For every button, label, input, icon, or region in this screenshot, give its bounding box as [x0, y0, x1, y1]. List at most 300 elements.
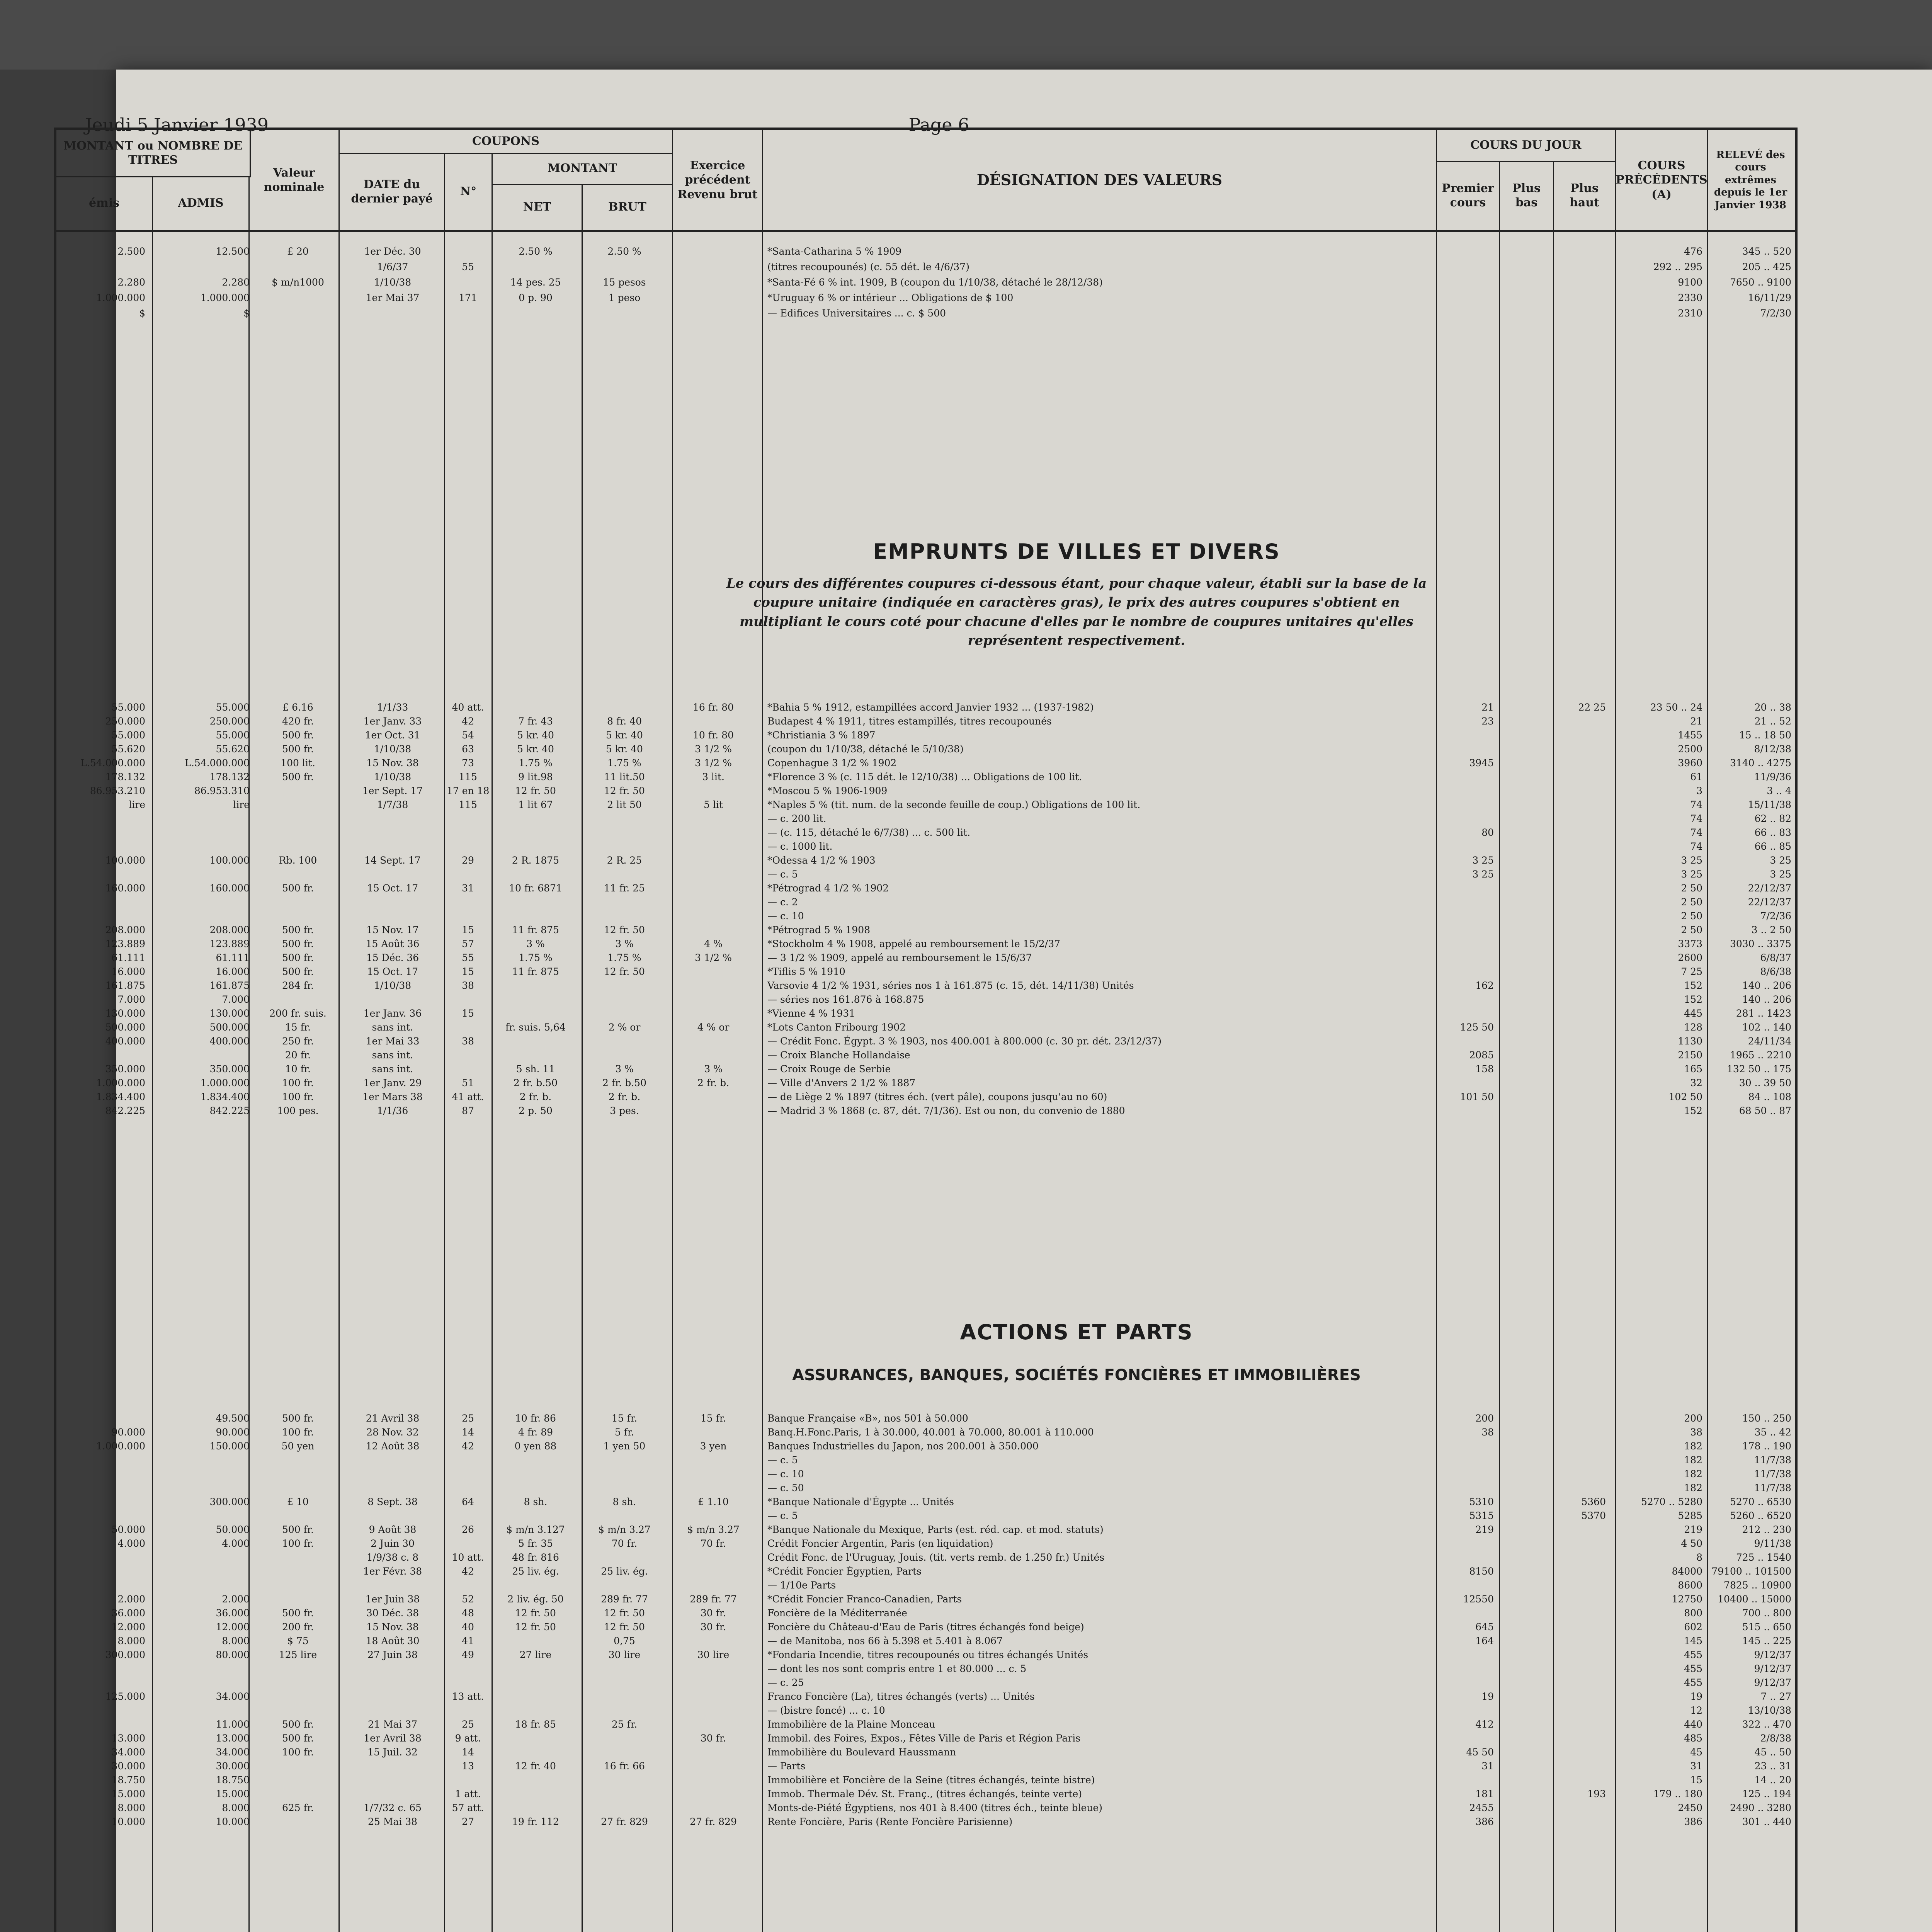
cell-admis: 1.000.000 — [200, 292, 250, 303]
cell-admis: 34.000 — [216, 1691, 250, 1702]
cell-rel: 725 .. 1540 — [1736, 1552, 1791, 1563]
cell-emis: 30.000 — [111, 1760, 145, 1772]
cell-p1: 412 — [1475, 1719, 1494, 1730]
cell-no: 63 — [462, 743, 474, 755]
cell-date: 1er Mai 37 — [366, 292, 420, 303]
cell-des: Copenhague 3 1/2 % 1902 — [767, 757, 897, 769]
cell-des: — c. 10 — [767, 1468, 804, 1480]
cell-rev: 3 lit. — [702, 771, 724, 782]
cell-admis: 36.000 — [216, 1607, 250, 1619]
cell-rel: 281 .. 1423 — [1736, 1008, 1791, 1019]
cell-date: 9 Août 38 — [369, 1524, 417, 1535]
table-row — [56, 841, 1795, 852]
cell-prec: 455 — [1684, 1663, 1702, 1674]
cell-admis: 1.000.000 — [200, 1077, 250, 1088]
cell-admis: 50.000 — [216, 1524, 250, 1535]
section-note-emprunts: Le cours des différentes coupures ci-dessous étant, pour chaque valeur, établi sur la base de la coupure unitaire (indiquée en caractères gras), le prix des autres coupures s'obtient en multipliant le cours coté pour chacune d'elles par le nombre de coupures unitaires qu'elles représentent respectivement. — [726, 576, 1427, 648]
cell-des: Banques Industrielles du Japon, nos 200.001 à 350.000 — [767, 1440, 1039, 1452]
cell-nom: 10 fr. — [285, 1063, 311, 1075]
cell-admis: 12.000 — [216, 1621, 250, 1633]
cell-des: *Banque Nationale d'Égypte ... Unités — [767, 1496, 954, 1507]
table-row — [56, 980, 1795, 992]
table-row — [56, 1413, 1795, 1424]
section-title-actions: ACTIONS ET PARTS — [960, 1320, 1193, 1344]
cell-admis: 55.000 — [216, 730, 250, 741]
cell-p1: 5315 — [1469, 1510, 1494, 1521]
cell-prec: 21 — [1690, 716, 1702, 727]
col-net: NET — [493, 184, 583, 230]
cell-rel: 322 .. 470 — [1742, 1719, 1791, 1730]
cell-net: 12 fr. 50 — [515, 785, 556, 796]
cell-brut: 2.50 % — [607, 246, 641, 257]
col-brut: BRUT — [583, 184, 673, 230]
cell-rel: 515 .. 650 — [1742, 1621, 1791, 1633]
table-row — [56, 730, 1795, 741]
cell-date: 1er Juin 38 — [365, 1594, 420, 1605]
table-row — [56, 1077, 1795, 1089]
cell-rel: 11/7/38 — [1754, 1482, 1791, 1493]
cell-net: 3 % — [526, 938, 545, 949]
cell-prec: 2600 — [1678, 952, 1702, 963]
cell-des: Crédit Fonc. de l'Uruguay, Jouis. (tit. verts remb. de 1.250 fr.) Unités — [767, 1552, 1105, 1563]
cell-date: 1er Mars 38 — [362, 1091, 423, 1102]
cell-des: *Vienne 4 % 1931 — [767, 1008, 855, 1019]
cell-brut: 2 fr. b.50 — [602, 1077, 646, 1088]
cell-des: *Fondaria Incendie, titres recoupounés ou titres échangés Unités — [767, 1649, 1088, 1660]
cell-prec: 38 — [1690, 1427, 1702, 1438]
cell-rel: 9/11/38 — [1754, 1538, 1791, 1549]
cell-p3: 5360 — [1581, 1496, 1606, 1507]
cell-brut: 8 fr. 40 — [607, 716, 642, 727]
cell-des: Monts-de-Piété Égyptiens, nos 401 à 8.400 (titres éch., teinte bleue) — [767, 1802, 1102, 1813]
cell-emis: 4.000 — [117, 1538, 145, 1549]
cell-no: 25 — [462, 1719, 474, 1730]
cell-prec: 182 — [1684, 1440, 1702, 1452]
cell-nom: 500 fr. — [282, 771, 314, 782]
cell-emis: 13.000 — [111, 1733, 145, 1744]
table-row — [56, 1510, 1795, 1522]
cell-no: 1 att. — [455, 1788, 481, 1799]
cell-rev: 4 % — [704, 938, 723, 949]
cell-date: 15 Nov. 38 — [366, 757, 419, 769]
cell-des: *Bahia 5 % 1912, estampillées accord Janvier 1932 ... (1937-1982) — [767, 702, 1094, 713]
cell-rel: 3 .. 2 50 — [1751, 924, 1791, 935]
table-row — [56, 1677, 1795, 1689]
cell-p1: 125 50 — [1460, 1022, 1494, 1033]
cell-rel: 6/8/37 — [1760, 952, 1791, 963]
cell-rel: 11/9/36 — [1754, 771, 1791, 782]
cell-rev: 30 fr. — [700, 1733, 726, 1744]
cell-brut: 3 % — [615, 938, 634, 949]
cell-rel: 66 .. 85 — [1754, 841, 1791, 852]
cell-des: — Crédit Fonc. Égypt. 3 % 1903, nos 400.001 à 800.000 (c. 30 pr. dét. 23/12/37) — [767, 1036, 1162, 1047]
table-row — [56, 1774, 1795, 1786]
cell-brut: 5 fr. — [614, 1427, 634, 1438]
cell-net: 0 p. 90 — [519, 292, 553, 303]
cell-p1: 80 — [1481, 827, 1494, 838]
cell-no: 40 att. — [452, 702, 484, 713]
cell-admis: $ — [243, 308, 250, 319]
cell-rev: 2 fr. b. — [697, 1077, 730, 1088]
cell-date: 1er Sept. 17 — [362, 785, 423, 796]
cell-emis: 90.000 — [111, 1427, 145, 1438]
cell-no: 115 — [459, 771, 477, 782]
table-row — [56, 813, 1795, 825]
cell-admis: 61.111 — [216, 952, 250, 963]
cell-rel: 45 .. 50 — [1754, 1747, 1791, 1758]
cell-prec: 32 — [1690, 1077, 1702, 1088]
cell-no: 15 — [462, 966, 474, 977]
cell-emis: 130.000 — [105, 1008, 145, 1019]
cell-prec: 145 — [1684, 1635, 1702, 1646]
cell-des: *Christiania 3 % 1897 — [767, 730, 876, 741]
cell-prec: 45 — [1690, 1747, 1702, 1758]
cell-rel: 301 .. 440 — [1742, 1816, 1791, 1827]
col-exercice: Exercice précédent Revenu brut — [673, 130, 763, 230]
table-row — [56, 246, 1795, 257]
cell-nom: 500 fr. — [282, 883, 314, 894]
table-row — [56, 952, 1795, 964]
cell-nom: $ m/n1000 — [272, 277, 324, 288]
cell-date: 30 Déc. 38 — [366, 1607, 419, 1619]
cell-prec: 2450 — [1678, 1802, 1702, 1813]
cell-prec: 292 .. 295 — [1653, 261, 1702, 272]
cell-no: 10 att. — [452, 1552, 484, 1563]
table-row — [56, 757, 1795, 769]
cell-des: — c. 200 lit. — [767, 813, 827, 824]
cell-rel: 9/12/37 — [1754, 1677, 1791, 1688]
cell-emis: 1.834.400 — [96, 1091, 145, 1102]
cell-admis: 400.000 — [209, 1036, 250, 1047]
cell-admis: 100.000 — [209, 855, 250, 866]
cell-rev: $ m/n 3.27 — [687, 1524, 740, 1535]
cell-rel: 30 .. 39 50 — [1739, 1077, 1791, 1088]
cell-date: 27 Juin 38 — [367, 1649, 418, 1660]
cell-net: 10 fr. 86 — [515, 1413, 556, 1424]
cell-brut: 12 fr. 50 — [604, 924, 645, 935]
cell-admis: 7.000 — [222, 994, 250, 1005]
cell-prec: 84000 — [1672, 1566, 1702, 1577]
cell-net: 5 kr. 40 — [517, 730, 554, 741]
cell-rel: 21 .. 52 — [1754, 716, 1791, 727]
col-numero: N° — [445, 153, 493, 230]
cell-net: 2 liv. ég. 50 — [507, 1594, 564, 1605]
cell-date: 18 Août 30 — [366, 1635, 420, 1646]
cell-rel: 132 50 .. 175 — [1727, 1063, 1791, 1075]
cell-date: 15 Nov. 17 — [366, 924, 419, 935]
cell-prec: 2 50 — [1681, 924, 1702, 935]
cell-date: 21 Mai 37 — [367, 1719, 417, 1730]
cell-date: 1er Avril 38 — [364, 1733, 422, 1744]
cell-no: 55 — [462, 952, 474, 963]
cell-p1: 23 — [1481, 716, 1494, 727]
cell-des: — c. 25 — [767, 1677, 804, 1688]
cell-no: 51 — [462, 1077, 474, 1088]
cell-emis: 2.500 — [117, 246, 145, 257]
cell-des: *Pétrograd 4 1/2 % 1902 — [767, 883, 889, 894]
cell-rev: £ 1.10 — [698, 1496, 729, 1507]
cell-date: 15 Août 36 — [366, 938, 420, 949]
cell-prec: 2 50 — [1681, 910, 1702, 922]
cell-rel: 700 .. 800 — [1742, 1607, 1791, 1619]
cell-des: Immob. Thermale Dév. St. Franç., (titres échangés, teinte verte) — [767, 1788, 1082, 1799]
cell-date: 8 Sept. 38 — [367, 1496, 418, 1507]
cell-prec: 74 — [1690, 813, 1702, 824]
cell-rel: 2/8/38 — [1760, 1733, 1791, 1744]
cell-prec: 602 — [1684, 1621, 1702, 1633]
cell-nom: 420 fr. — [282, 716, 314, 727]
cell-no: 26 — [462, 1524, 474, 1535]
cell-date: 1er Oct. 31 — [365, 730, 420, 741]
cell-rel: 62 .. 82 — [1754, 813, 1791, 824]
cell-date: 1er Janv. 33 — [363, 716, 422, 727]
cell-date: 15 Juil. 32 — [367, 1747, 418, 1758]
cell-no: 40 — [462, 1621, 474, 1633]
cell-rel: 79100 .. 101500 — [1711, 1566, 1791, 1577]
cell-emis: $ — [139, 308, 145, 319]
cell-rev: 289 fr. 77 — [690, 1594, 737, 1605]
col-plus-bas: Plus bas — [1500, 161, 1554, 230]
cell-net: 2 R. 1875 — [512, 855, 560, 866]
cell-prec: 7 25 — [1681, 966, 1702, 977]
cell-nom: 500 fr. — [282, 966, 314, 977]
cell-prec: 19 — [1690, 1691, 1702, 1702]
cell-p3: 22 25 — [1578, 702, 1606, 713]
cell-no: 13 — [462, 1760, 474, 1772]
cell-nom: 100 fr. — [282, 1427, 314, 1438]
col-emis: émis — [56, 176, 153, 230]
cell-brut: 12 fr. 50 — [604, 1607, 645, 1619]
cell-rel: 66 .. 83 — [1754, 827, 1791, 838]
cell-nom: 200 fr. suis. — [269, 1008, 327, 1019]
col-admis: ADMIS — [153, 176, 250, 230]
cell-nom: 500 fr. — [282, 730, 314, 741]
cell-p1: 38 — [1481, 1427, 1494, 1438]
cell-des: *Odessa 4 1/2 % 1903 — [767, 855, 876, 866]
cell-des: Budapest 4 % 1911, titres estampillés, titres recoupounés — [767, 716, 1052, 727]
cell-nom: 125 lire — [279, 1649, 317, 1660]
cell-des: Banque Française «B», nos 501 à 50.000 — [767, 1413, 968, 1424]
cell-net: 25 liv. ég. — [512, 1566, 559, 1577]
cell-date: sans int. — [372, 1022, 413, 1033]
cell-des: Varsovie 4 1/2 % 1931, séries nos 1 à 161.875 (c. 15, dét. 14/11/38) Unités — [767, 980, 1134, 991]
cell-prec: 102 50 — [1668, 1091, 1702, 1102]
table-row — [56, 910, 1795, 922]
cell-nom: £ 6.16 — [282, 702, 313, 713]
table-row — [56, 1788, 1795, 1800]
cell-admis: 30.000 — [216, 1760, 250, 1772]
cell-rel: 212 .. 230 — [1742, 1524, 1791, 1535]
cell-nom: 284 fr. — [282, 980, 314, 991]
cell-net: 11 fr. 875 — [512, 924, 559, 935]
cell-date: 1er Janv. 36 — [363, 1008, 422, 1019]
cell-admis: 208.000 — [209, 924, 250, 935]
cell-p1: 162 — [1475, 980, 1494, 991]
cell-no: 17 en 18 — [447, 785, 489, 796]
cell-emis: 34.000 — [111, 1747, 145, 1758]
col-date: DATE du dernier payé — [340, 153, 445, 230]
cell-admis: 123.889 — [209, 938, 250, 949]
cell-nom: 500 fr. — [282, 1524, 314, 1535]
cell-no: 42 — [462, 1440, 474, 1452]
cell-nom: 15 fr. — [285, 1022, 311, 1033]
cell-brut: 25 fr. — [611, 1719, 638, 1730]
cell-emis: 100.000 — [105, 855, 145, 866]
cell-prec: 440 — [1684, 1719, 1702, 1730]
cell-prec: 800 — [1684, 1607, 1702, 1619]
cell-rel: 7/2/36 — [1760, 910, 1791, 922]
cell-net: 1.75 % — [519, 757, 553, 769]
table-row — [56, 743, 1795, 755]
cell-brut: 5 kr. 40 — [606, 730, 643, 741]
cell-rel: 3 .. 4 — [1767, 785, 1791, 796]
cell-brut: 3 pes. — [610, 1105, 639, 1116]
cell-des: *Santa-Fé 6 % int. 1909, B (coupon du 1/10/38, détaché le 28/12/38) — [767, 277, 1103, 288]
cell-rel: 10400 .. 15000 — [1718, 1594, 1791, 1605]
cell-nom: 100 fr. — [282, 1091, 314, 1102]
cell-prec: 2 50 — [1681, 883, 1702, 894]
cell-no: 14 — [462, 1427, 474, 1438]
cell-rev: 4 % or — [697, 1022, 730, 1033]
cell-emis: 2.280 — [117, 277, 145, 288]
cell-brut: 1 peso — [608, 292, 641, 303]
cell-rel: 22/12/37 — [1748, 883, 1791, 894]
cell-emis: 10.000 — [111, 1816, 145, 1827]
cell-prec: 8600 — [1678, 1580, 1702, 1591]
cell-emis: lire — [129, 799, 145, 810]
cell-rel: 102 .. 140 — [1742, 1022, 1791, 1033]
cell-date: 15 Déc. 36 — [366, 952, 419, 963]
table-row — [56, 869, 1795, 880]
cell-p1: 200 — [1475, 1413, 1494, 1424]
cell-admis: 49.500 — [216, 1413, 250, 1424]
cell-admis: 150.000 — [209, 1440, 250, 1452]
table-row — [56, 855, 1795, 866]
cell-brut: 1.75 % — [607, 757, 641, 769]
cell-prec: 152 — [1684, 980, 1702, 991]
cell-admis: 8.000 — [222, 1635, 250, 1646]
col-montant: MONTANT ou NOMBRE DE TITRES — [56, 130, 251, 177]
cell-p1: 101 50 — [1460, 1091, 1494, 1102]
cell-prec: 74 — [1690, 827, 1702, 838]
cell-brut: 25 liv. ég. — [601, 1566, 648, 1577]
cell-brut: 11 lit.50 — [604, 771, 645, 782]
col-designation: DÉSIGNATION DES VALEURS — [763, 130, 1437, 230]
cell-nom: 625 fr. — [282, 1802, 314, 1813]
cell-rel: 68 50 .. 87 — [1739, 1105, 1791, 1116]
cell-brut: 8 sh. — [612, 1496, 636, 1507]
cell-rel: 7825 .. 10900 — [1724, 1580, 1791, 1591]
cell-rev: 3 1/2 % — [695, 743, 732, 755]
cell-des: — de Manitoba, nos 66 à 5.398 et 5.401 à 8.067 — [767, 1635, 1003, 1646]
cell-date: 2 Juin 30 — [371, 1538, 415, 1549]
cell-des: *Banque Nationale du Mexique, Parts (est. réd. cap. et mod. statuts) — [767, 1524, 1104, 1535]
table-row — [56, 1049, 1795, 1061]
cell-rev: 10 fr. 80 — [693, 730, 734, 741]
cell-emis: 178.132 — [105, 771, 145, 782]
cell-rel: 3030 .. 3375 — [1730, 938, 1791, 949]
cell-rel: 24/11/34 — [1748, 1036, 1791, 1047]
cell-emis: 300.000 — [105, 1649, 145, 1660]
cell-nom: 500 fr. — [282, 952, 314, 963]
cell-p1: 158 — [1475, 1063, 1494, 1075]
cell-admis: 2.000 — [222, 1594, 250, 1605]
cell-brut: $ m/n 3.27 — [598, 1524, 651, 1535]
cell-rel: 9/12/37 — [1754, 1663, 1791, 1674]
cell-prec: 2500 — [1678, 743, 1702, 755]
cell-admis: 11.000 — [216, 1719, 250, 1730]
cell-prec: 1130 — [1678, 1036, 1702, 1047]
cell-p1: 19 — [1481, 1691, 1494, 1702]
header-date: Jeudi 5 Janvier 1939 — [85, 114, 269, 135]
cell-rel: 13/10/38 — [1748, 1705, 1791, 1716]
cell-nom: 500 fr. — [282, 743, 314, 755]
table-row — [56, 277, 1795, 288]
cell-net: 48 fr. 816 — [512, 1552, 559, 1563]
cell-des: Franco Foncière (La), titres échangés (verts) ... Unités — [767, 1691, 1035, 1702]
cell-prec: 165 — [1684, 1063, 1702, 1075]
cell-emis: 50.000 — [111, 1524, 145, 1535]
table-row — [56, 1691, 1795, 1702]
cell-date: 28 Nov. 32 — [366, 1427, 419, 1438]
table-row — [56, 1733, 1795, 1744]
cell-admis: 15.000 — [216, 1788, 250, 1799]
table-row — [56, 771, 1795, 783]
cell-nom: 100 fr. — [282, 1077, 314, 1088]
cell-emis: 400.000 — [105, 1036, 145, 1047]
cell-admis: 18.750 — [216, 1774, 250, 1786]
cell-emis: 2.000 — [117, 1594, 145, 1605]
cell-des: *Uruguay 6 % or intérieur ... Obligations de $ 100 — [767, 292, 1014, 303]
cell-no: 52 — [462, 1594, 474, 1605]
cell-rel: 8/6/38 — [1760, 966, 1791, 977]
cell-des: — c. 1000 lit. — [767, 841, 833, 852]
table-row — [56, 1747, 1795, 1758]
cell-p1: 645 — [1475, 1621, 1494, 1633]
cell-des: *Stockholm 4 % 1908, appelé au remboursement le 15/2/37 — [767, 938, 1061, 949]
cell-rel: 15/11/38 — [1748, 799, 1791, 810]
cell-rel: 20 .. 38 — [1754, 702, 1791, 713]
cell-emis: 250.000 — [105, 716, 145, 727]
cell-prec: 455 — [1684, 1649, 1702, 1660]
cell-des: — Croix Blanche Hollandaise — [767, 1049, 910, 1061]
cell-emis: L.54.000.000 — [80, 757, 145, 769]
cell-des: — Ville d'Anvers 2 1/2 % 1887 — [767, 1077, 916, 1088]
table-row — [56, 883, 1795, 894]
cell-nom: 500 fr. — [282, 924, 314, 935]
cell-date: 1er Févr. 38 — [363, 1566, 422, 1577]
cell-p1: 8150 — [1469, 1566, 1494, 1577]
table-row — [56, 1105, 1795, 1117]
cell-rel: 11/7/38 — [1754, 1468, 1791, 1480]
cell-date: 1/9/38 c. 8 — [366, 1552, 419, 1563]
cell-admis: 250.000 — [209, 716, 250, 727]
cell-rel: 5260 .. 6520 — [1730, 1510, 1791, 1521]
cell-brut: 70 fr. — [611, 1538, 638, 1549]
cell-p1: 21 — [1481, 702, 1494, 713]
cell-rel: 84 .. 108 — [1748, 1091, 1791, 1102]
cell-brut: 16 fr. 66 — [604, 1760, 645, 1772]
table-row — [56, 1008, 1795, 1019]
cell-admis: 178.132 — [209, 771, 250, 782]
cell-des: — c. 2 — [767, 896, 798, 908]
table-row — [56, 1440, 1795, 1452]
cell-admis: 34.000 — [216, 1747, 250, 1758]
cell-brut: 1 yen 50 — [603, 1440, 646, 1452]
cell-brut: 12 fr. 50 — [604, 785, 645, 796]
table-row — [56, 1022, 1795, 1033]
cell-p1: 181 — [1475, 1788, 1494, 1799]
